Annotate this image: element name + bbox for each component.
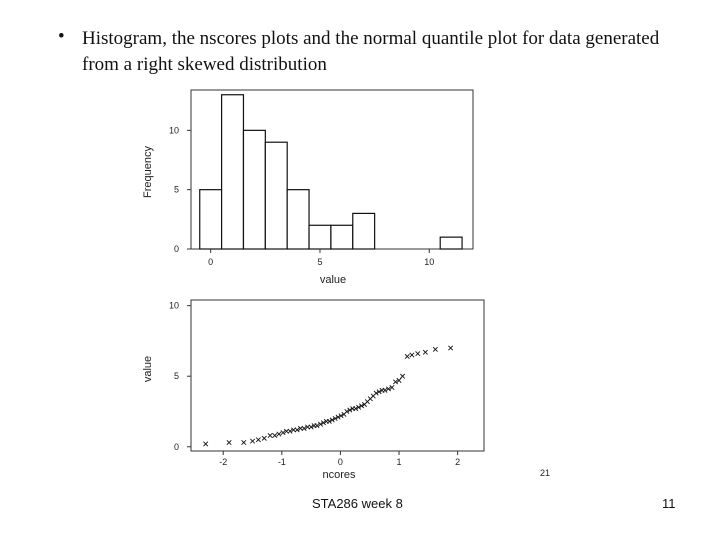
histogram-bar: [287, 190, 309, 249]
nscores-xlabel: ncores: [322, 469, 356, 481]
nscores-point: [416, 351, 420, 355]
nscores-point: [250, 439, 254, 443]
nscores-ytick-label: 5: [173, 371, 179, 382]
title-bullet: •: [58, 26, 65, 47]
nscores-xtick-label: -1: [277, 457, 286, 467]
page-number: 11: [662, 496, 676, 511]
nscores-xtick-label: 1: [396, 457, 402, 467]
nscores-point: [410, 353, 414, 357]
histogram-ylabel: Frequency: [142, 146, 154, 198]
nscores-point: [242, 440, 246, 444]
histogram-xtick-label: 0: [208, 257, 214, 267]
nscores-point: [268, 433, 272, 437]
nscores-point: [448, 346, 452, 350]
nscores-ytick-label: 10: [168, 300, 179, 311]
histogram-bar: [200, 190, 222, 249]
histogram-bar: [309, 225, 331, 249]
histogram-ytick-label: 5: [173, 184, 179, 195]
histogram-bar: [243, 130, 265, 249]
nscores-ytick-label: 0: [173, 441, 179, 452]
histogram-chart: [142, 90, 473, 286]
nscores-point: [256, 438, 260, 442]
nscores-frame: [191, 300, 484, 451]
nscores-ylabel: value: [142, 355, 154, 383]
nscores-point: [405, 354, 409, 358]
nscores-point: [227, 440, 231, 444]
stray-label: 21: [540, 468, 551, 478]
nscores-point: [423, 350, 427, 354]
slide-title: Histogram, the nscores plots and the normal quantile plot for data generated from a right skewed distribution: [82, 28, 660, 75]
nscores-xtick-label: -2: [219, 457, 228, 467]
histogram-xtick-label: 5: [317, 257, 323, 267]
histogram-xtick-label: 10: [424, 257, 435, 267]
histogram-xlabel: value: [319, 274, 347, 286]
histogram-bar: [222, 95, 244, 249]
histogram-bar: [331, 225, 353, 249]
histogram-ytick-label: 0: [173, 244, 179, 254]
histogram-bar: [265, 142, 287, 249]
nscores-point: [277, 432, 281, 436]
histogram-bar: [353, 213, 375, 249]
histogram-ytick-label: 10: [168, 125, 179, 136]
nscores-point: [433, 347, 437, 351]
slide-footer: STA286 week 8: [312, 496, 403, 511]
histogram-bar: [440, 237, 462, 249]
nscores-point: [203, 442, 207, 446]
nscores-point: [400, 374, 404, 378]
nscores-point: [262, 436, 266, 440]
nscores-xtick-label: 2: [455, 457, 461, 467]
nscores-point: [273, 433, 277, 437]
nscores-xtick-label: 0: [337, 457, 343, 467]
nscores-chart: [142, 300, 484, 481]
